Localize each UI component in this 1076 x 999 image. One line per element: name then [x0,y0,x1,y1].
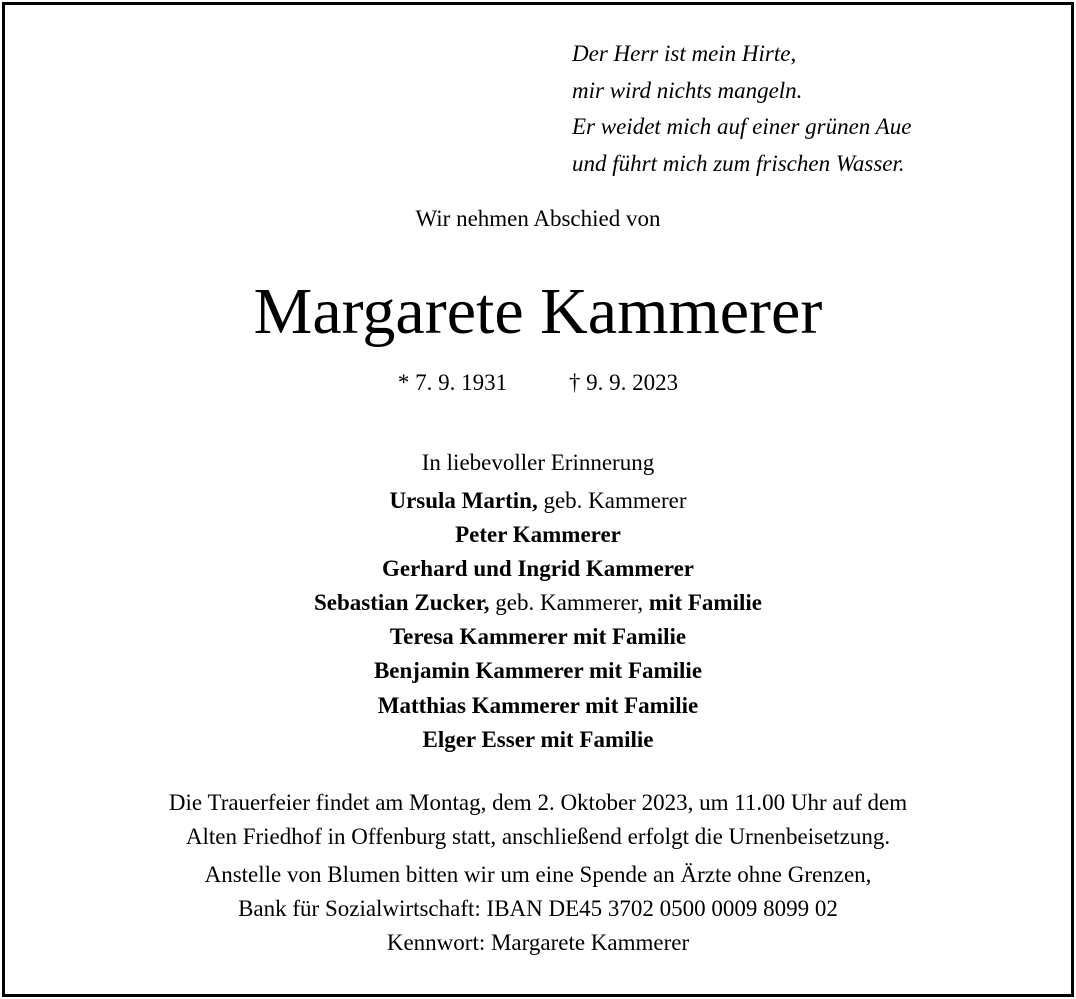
mourner-name: Gerhard und Ingrid Kammerer [382,556,694,582]
farewell-intro: Wir nehmen Abschied von [415,206,661,231]
birth-date: * 7. 9. 1931 [397,370,508,395]
bible-verse [572,36,911,182]
mourner-entry [0,518,1076,552]
mourner-name: Elger Esser mit Familie [422,726,654,752]
service-info [0,786,1076,960]
mourner-entry [0,484,1076,518]
mourner-entry [0,552,1076,586]
donation-line: Anstelle von Blumen bitten wir um eine Spende an Ärzte ohne Grenzen, [204,862,872,887]
verse-line: mir wird nichts mangeln. [572,77,803,103]
mourner-name: Matthias Kammerer mit Familie [377,692,699,718]
mourner-entry [0,723,1076,757]
verse-line: Der Herr ist mein Hirte, [572,41,797,66]
mourner-name: Ursula Martin, [389,488,538,513]
mourner-family: mit Familie [643,590,762,616]
mourner-entry [0,620,1076,654]
mourner-entry [0,689,1076,723]
mourner-note: geb. Kammerer, [489,590,644,616]
death-date: † 9. 9. 2023 [568,370,679,395]
life-dates [0,368,1076,398]
service-line: Die Trauerfeier findet am Montag, dem 2. Oktober 2023, um 11.00 Uhr auf dem [168,790,908,815]
mourner-name: Peter Kammerer [455,522,621,548]
service-line: Alten Friedhof in Offenburg statt, anschließend erfolgt die Urnenbeisetzung. [185,824,891,849]
mourner-entry [0,654,1076,688]
mourner-name: Benjamin Kammerer mit Familie [373,658,703,684]
mourner-name: Sebastian Zucker, [314,590,490,616]
mourner-name: Teresa Kammerer mit Familie [389,624,687,650]
donation-keyword: Kennwort: Margarete Kammerer [386,930,690,955]
mourner-entry [0,586,1076,620]
verse-line: Er weidet mich auf einer grünen Aue [572,114,912,139]
bank-details: Bank für Sozialwirtschaft: IBAN DE45 3702 0500 0009 8099 02 [238,896,838,921]
mourner-note: geb. Kammerer [537,488,687,513]
mourners-list [0,484,1076,757]
deceased-name: Margarete Kammerer [253,275,823,348]
verse-line: und führt mich zum frischen Wasser. [572,150,905,176]
memory-line: In liebevoller Erinnerung [421,450,655,475]
